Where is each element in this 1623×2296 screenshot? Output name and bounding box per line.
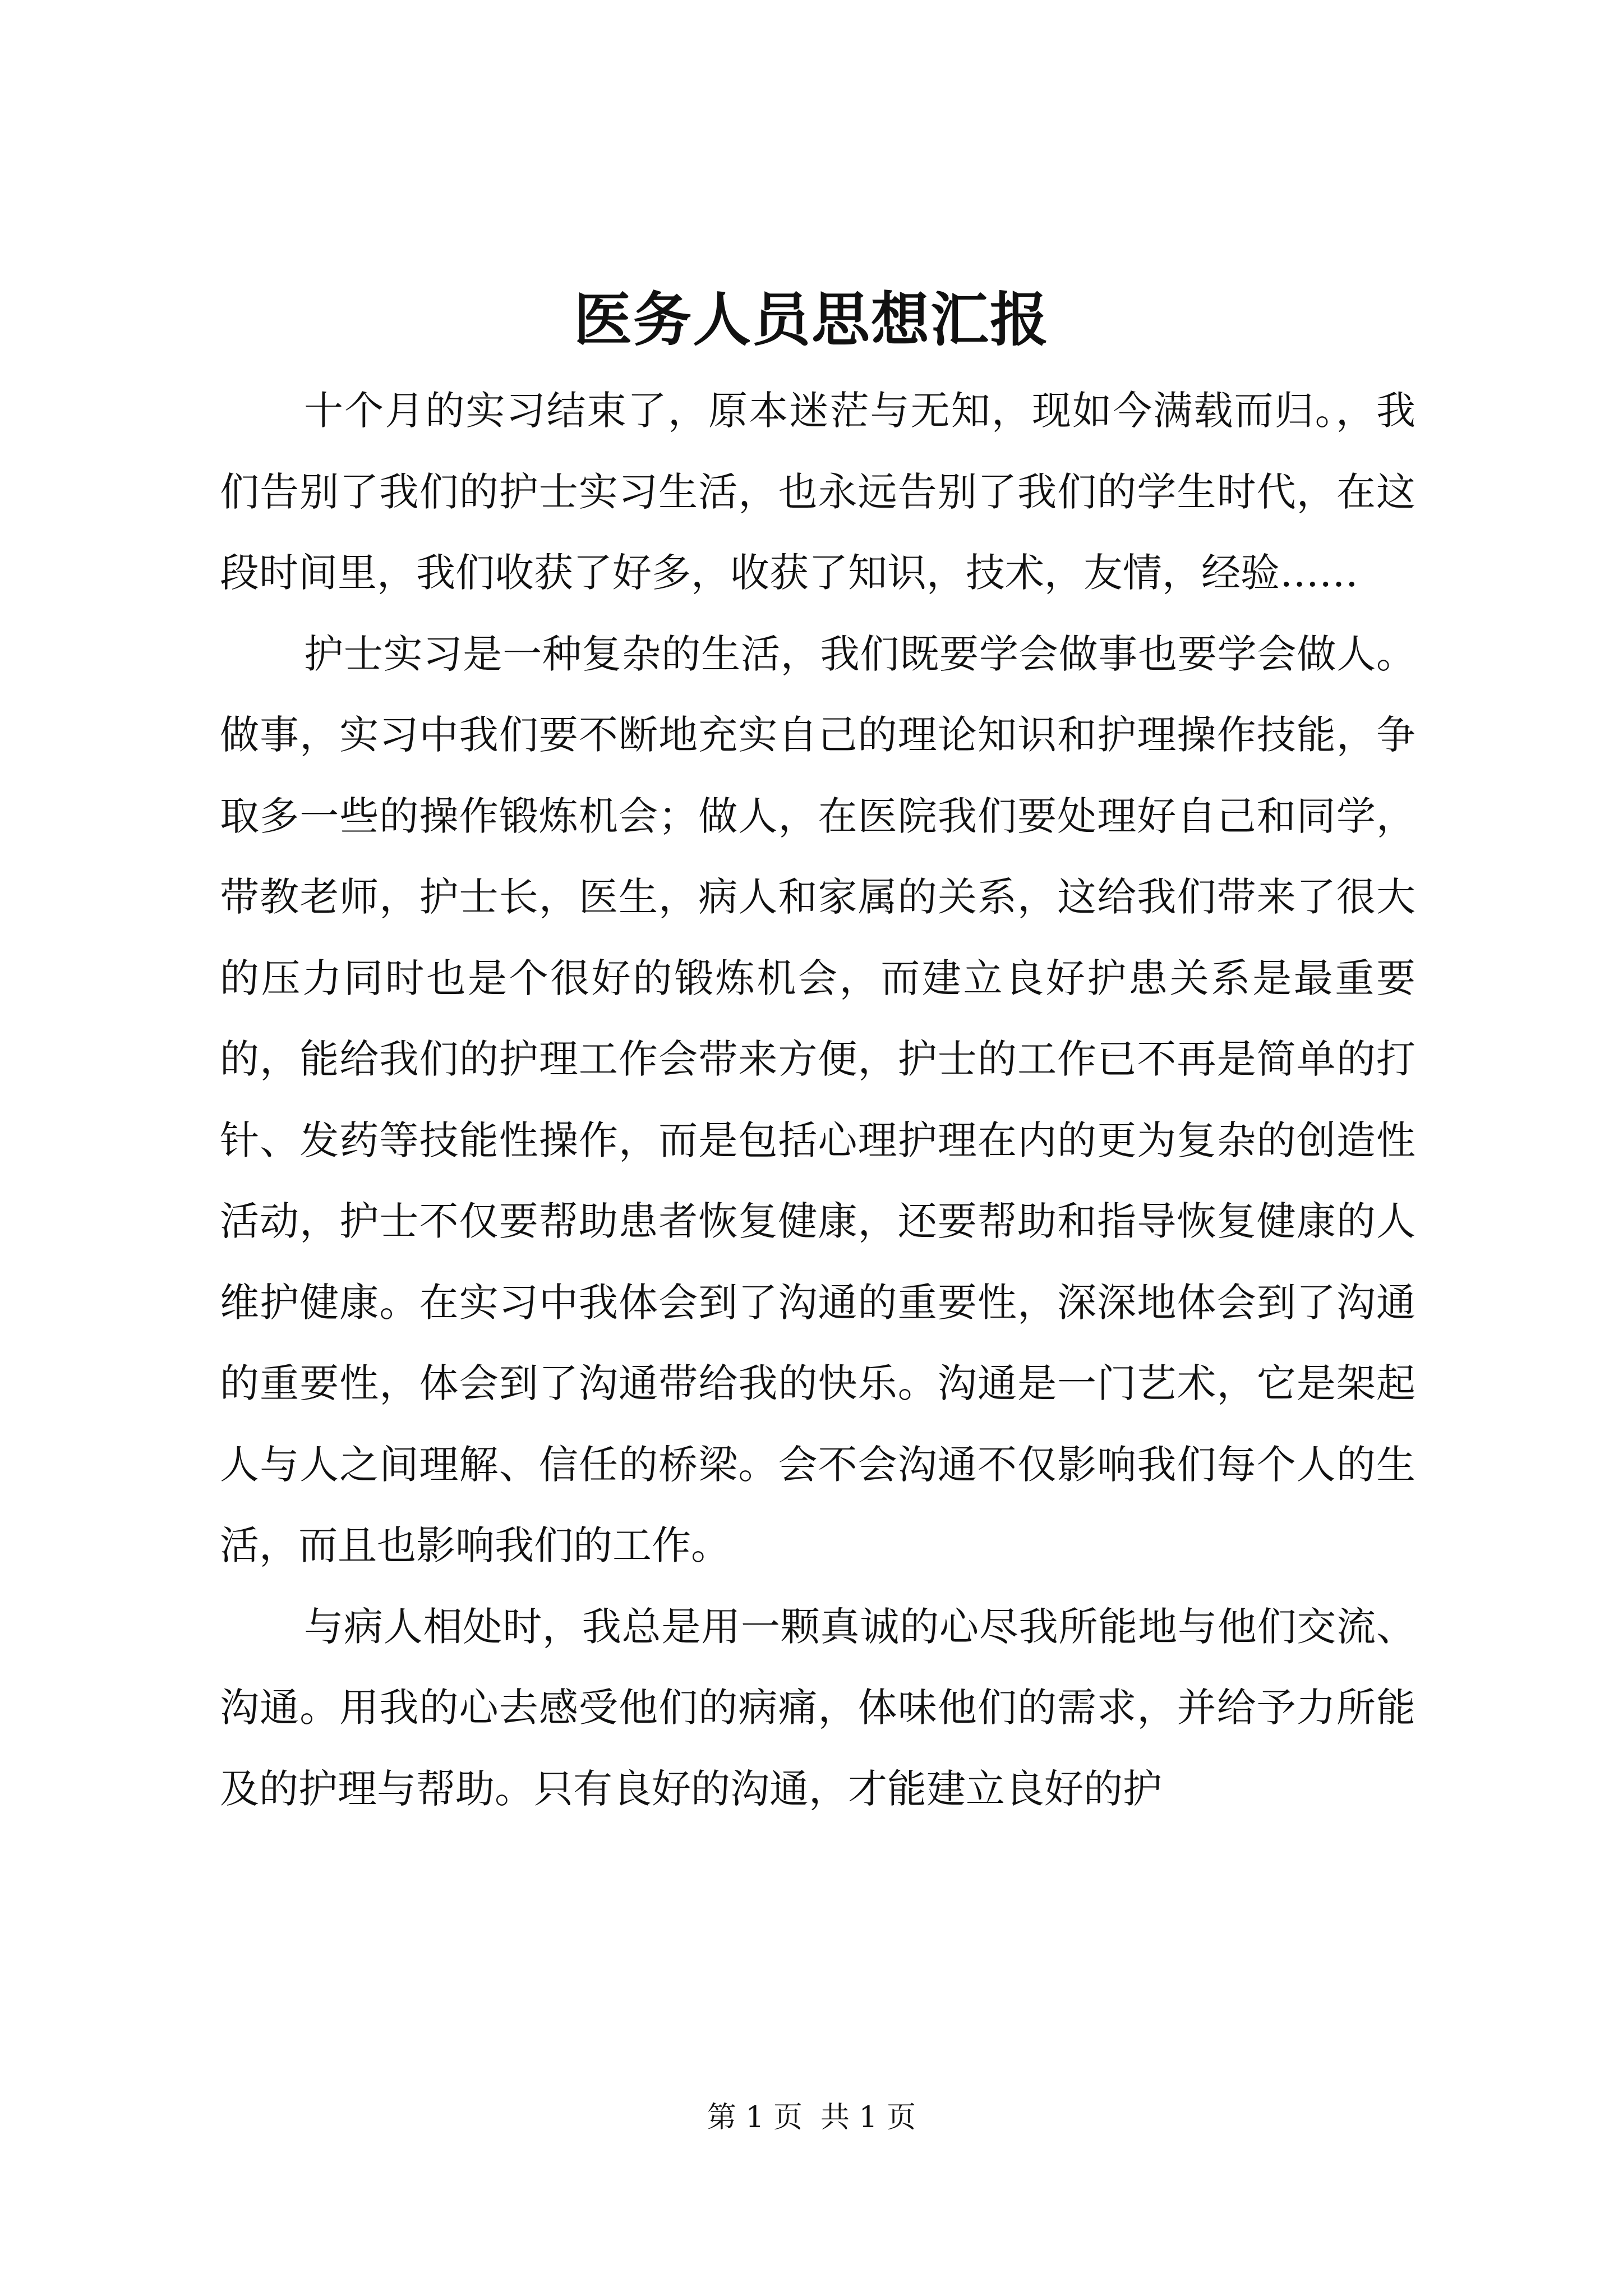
page-footer [0,2098,1623,2137]
page-number-current: 第 1 页 [707,2101,803,2134]
paragraph-2: 护士实习是一种复杂的生活，我们既要学会做事也要学会做人。做事，实习中我们要不断地充实自己的理论知识和护理操作技能，争取多一些的操作锻炼机会；做人，在医院我们要处理好自己和同学，带教老师，护士长，医生，病人和家属的关系，这给我们带来了很大的压力同时也是个很好的锻炼机会，而建立良好护患关系是最重要的，能给我们的护理工作会带来方便，护士的工作已不再是简单的打针、发药等技能性操作，而是包括心理护理在内的更为复杂的创造性活动，护士不仅要帮助患者恢复健康，还要帮助和指导恢复健康的人维护健康。在实习中我体会到了沟通的重要性，深深地体会到了沟通的重要性，体会到了沟通带给我的快乐。沟通是一门艺术，它是架起人与人之间理解、信任的桥梁。会不会沟通不仅影响我们每个人的生活，而且也影响我们的工作。 [220,631,1415,1568]
page-number-total: 共 1 页 [820,2101,916,2134]
document-body [220,370,1415,1829]
paragraph-1: 十个月的实习结束了，原本迷茫与无知，现如今满载而归。，我们告别了我们的护士实习生活，也永远告别了我们的学生时代，在这段时间里，我们收获了好多，收获了知识，技术，友情，经验…… [220,388,1415,596]
document-title: 医务人员思想汇报 [573,285,1049,354]
paragraph-3: 与病人相处时，我总是用一颗真诚的心尽我所能地与他们交流、沟通。用我的心去感受他们的病痛，体味他们的需求，并给予力所能及的护理与帮助。只有良好的沟通，才能建立良好的护 [220,1603,1415,1812]
